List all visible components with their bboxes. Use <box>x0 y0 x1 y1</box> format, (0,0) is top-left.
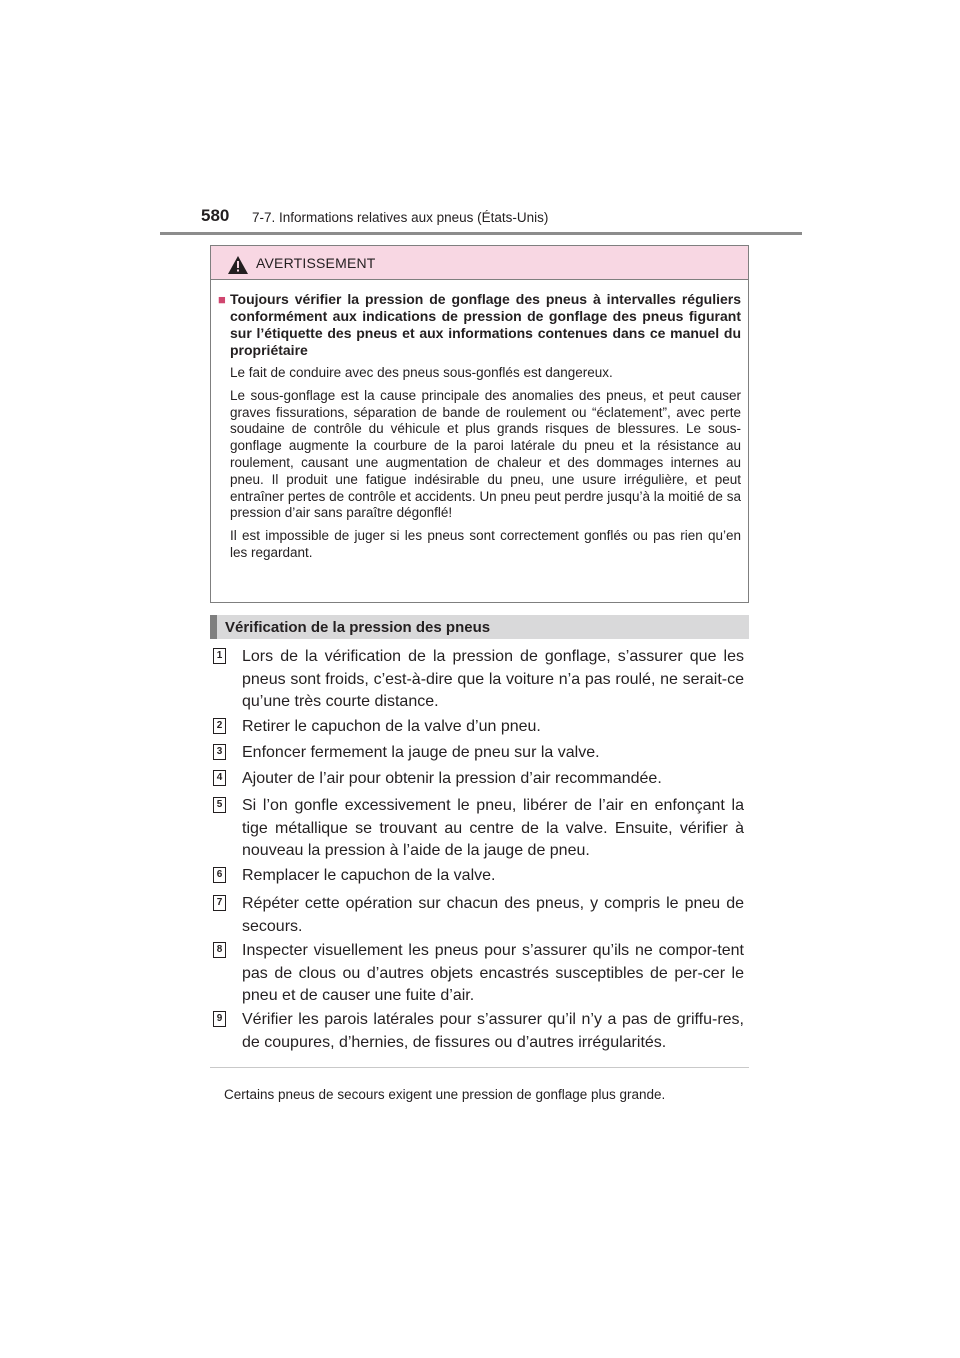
step-text: Inspecter visuellement les pneus pour s’assurer qu’ils ne compor-tent pas de clous ou d’autres objets encastrés susceptibles de per-cer le pneu et de causer une fuite d’air. <box>242 942 744 1004</box>
warning-paragraph: Le sous-gonflage est la cause principale des anomalies des pneus, et peut causer graves fissurations, séparation de bande de roulement ou “éclatement”, avec perte soudaine de contrôle du véhicule et plus grands risques de blessures. Le sous-gonflage augmente la courbure de la paroi latérale du pneu et la résistance au roulement, causant une augmentation de chaleur et des dommages internes au pneu. Il produit une fatigue indésirable du pneu, une usure irrégulière, et peut entraîner pertes de contrôle et accidents. Un pneu peut perdre jusqu’à la moitié de sa pression d’air sans paraître dégonflé! <box>230 387 741 521</box>
step-number: 9 <box>213 1011 226 1027</box>
step-text: Vérifier les parois latérales pour s’assurer qu’il n’y a pas de griffu-res, de coupures, d’hernies, de fissures ou d’autres irrégularités. <box>242 1011 744 1051</box>
note-divider <box>210 1067 749 1068</box>
procedure-title-accent <box>210 615 217 639</box>
step-text: Ajouter de l’air pour obtenir la pression d’air recommandée. <box>242 770 662 787</box>
step-text: Remplacer le capuchon de la valve. <box>242 867 496 884</box>
step-number: 2 <box>213 718 226 734</box>
step-text: Retirer le capuchon de la valve d’un pneu. <box>242 718 541 735</box>
step-number: 8 <box>213 942 226 958</box>
step-number: 6 <box>213 867 226 883</box>
warning-triangle-icon <box>228 256 248 274</box>
square-bullet-icon: ■ <box>218 292 226 307</box>
warning-box <box>210 245 749 603</box>
note-text: Certains pneus de secours exigent une pression de gonflage plus grande. <box>224 1086 666 1102</box>
procedure-title: Vérification de la pression des pneus <box>225 619 491 636</box>
step-number: 7 <box>213 895 226 911</box>
procedure-title-bar <box>210 615 749 639</box>
page-number: 580 <box>201 206 230 225</box>
warning-header <box>211 246 748 280</box>
step-number: 5 <box>213 797 226 813</box>
warning-paragraph: Le fait de conduire avec des pneus sous-gonflés est dangereux. <box>230 365 613 380</box>
warning-label: AVERTISSEMENT <box>256 255 376 271</box>
warning-paragraph: Il est impossible de juger si les pneus sont correctement gonflés ou pas rien qu’en les regardant. <box>230 528 741 560</box>
step-text: Lors de la vérification de la pression de gonflage, s’assurer que les pneus sont froids, c’est-à-dire que la voiture n’a pas roulé, ne serait-ce qu’une très courte distance. <box>242 648 744 710</box>
section-title: 7-7. Informations relatives aux pneus (États-Unis) <box>252 210 549 225</box>
step-number: 3 <box>213 744 226 760</box>
warning-heading <box>218 291 741 359</box>
step-text: Répéter cette opération sur chacun des pneus, y compris le pneu de secours. <box>242 895 744 935</box>
header-divider <box>160 232 802 235</box>
step-number: 1 <box>213 648 226 664</box>
step-text: Si l’on gonfle excessivement le pneu, libérer de l’air en enfonçant la tige métallique se trouvant au centre de la valve. Ensuite, vérifier à nouveau la pression à l’aide de la jauge de pneu. <box>242 797 744 859</box>
step-text: Enfoncer fermement la jauge de pneu sur la valve. <box>242 744 600 761</box>
warning-body <box>211 280 748 562</box>
warning-heading-text: Toujours vérifier la pression de gonflage des pneus à intervalles réguliers conformément aux indications de pression de gonflage des pneus figurant sur l’étiquette des pneus et aux informations contenues dans ce manuel du propriétaire <box>230 291 741 358</box>
step-number: 4 <box>213 770 226 786</box>
